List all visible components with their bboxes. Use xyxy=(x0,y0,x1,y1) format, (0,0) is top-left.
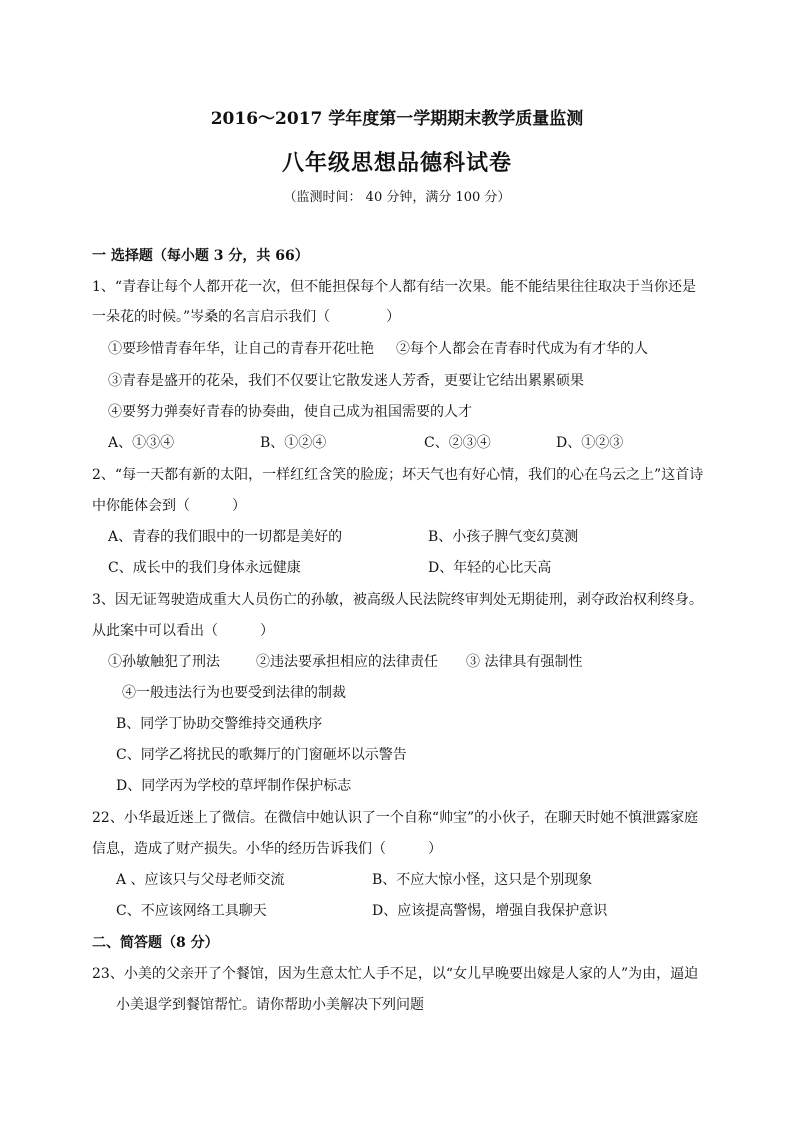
section1-heading: 一 选择题（每小题 3 分，共 66） xyxy=(92,248,309,264)
q1-stem-line1: 1、“青春让每个人都开花一次，但不能担保每个人都有结一次果。能不能结果往往取决于当你还是 xyxy=(92,279,697,295)
q3-stem-line2: 从此案中可以看出（ ） xyxy=(92,623,274,639)
q22-option-c: C、不应该网络工具聊天 xyxy=(116,903,267,919)
exam-title: 2016～2017 学年度第一学期期末教学质量监测 xyxy=(210,109,584,129)
q3-option-c: C、同学乙将扰民的歌舞厅的门窗砸坏以示警告 xyxy=(116,747,407,763)
q1-option-b: B、①②④ xyxy=(260,435,327,451)
q22-option-d: D、应该提高警惕，增强自我保护意识 xyxy=(372,903,608,919)
exam-subtitle: 八年级思想品德科试卷 xyxy=(281,150,512,176)
q3-statement-2: ②违法要承担相应的法律责任 xyxy=(256,654,438,670)
q1-statement-3: ③青春是盛开的花朵，我们不仅要让它散发迷人芳香，更要让它结出累累硕果 xyxy=(108,373,584,389)
q1-statement-4: ④要努力弹奏好青春的协奏曲，使自己成为祖国需要的人才 xyxy=(108,404,472,420)
q23-stem-line2: 小美退学到餐馆帮忙。请你帮助小美解决下列问题 xyxy=(116,997,424,1013)
q22-option-b: B、不应大惊小怪，这只是个别现象 xyxy=(372,872,593,888)
q2-option-d: D、年轻的心比天高 xyxy=(428,560,552,576)
q1-option-c: C、②③④ xyxy=(424,435,491,451)
q3-statement-1: ①孙敏触犯了刑法 xyxy=(108,654,220,670)
q22-option-a: A 、应该只与父母老师交流 xyxy=(116,872,285,888)
q3-statement-3: ③ 法律具有强制性 xyxy=(466,654,583,670)
q1-option-d: D、①②③ xyxy=(556,435,624,451)
section2-heading: 二、简答题（8 分） xyxy=(92,935,219,951)
q2-option-c: C、成长中的我们身体永远健康 xyxy=(108,560,301,576)
q1-statement-1: ①要珍惜青春年华，让自己的青春开花吐艳 xyxy=(108,341,374,357)
q2-option-b: B、小孩子脾气变幻莫测 xyxy=(428,529,579,545)
q3-option-b: B、同学丁协助交警维持交通秩序 xyxy=(116,716,323,732)
exam-info: （监测时间： 40 分钟，满分 100 分） xyxy=(283,190,511,205)
q1-stem-line2: 一朵花的时候。”岑桑的名言启示我们（ ） xyxy=(92,309,401,325)
q23-stem-line1: 23、小美的父亲开了个餐馆，因为生意太忙人手不足，以“女儿早晚要出嫁是人家的人”为由，逼迫 xyxy=(92,966,699,982)
q3-stem-line1: 3、因无证驾驶造成重大人员伤亡的孙敏，被高级人民法院终审判处无期徒刑，剥夺政治权利终身。 xyxy=(92,592,703,608)
q22-stem-line2: 信息，造成了财产损失。小华的经历告诉我们（ ） xyxy=(92,841,442,857)
q1-option-a: A、①③④ xyxy=(108,435,175,451)
q2-stem-line1: 2、“每一天都有新的太阳，一样红红含笑的脸庞；坏天气也有好心情，我们的心在乌云之上”这首诗 xyxy=(92,467,704,483)
q3-statement-4: ④一般违法行为也要受到法律的制裁 xyxy=(122,685,346,701)
q1-statement-2: ②每个人都会在青春时代成为有才华的人 xyxy=(396,341,648,357)
q3-option-d: D、同学丙为学校的草坪制作保护标志 xyxy=(116,778,352,794)
q22-stem-line1: 22、小华最近迷上了微信。在微信中她认识了一个自称“帅宝”的小伙子，在聊天时她不慎泄露家庭 xyxy=(92,810,699,826)
q2-option-a: A、青春的我们眼中的一切都是美好的 xyxy=(108,529,343,545)
q2-stem-line2: 中你能体会到（ ） xyxy=(92,498,246,514)
